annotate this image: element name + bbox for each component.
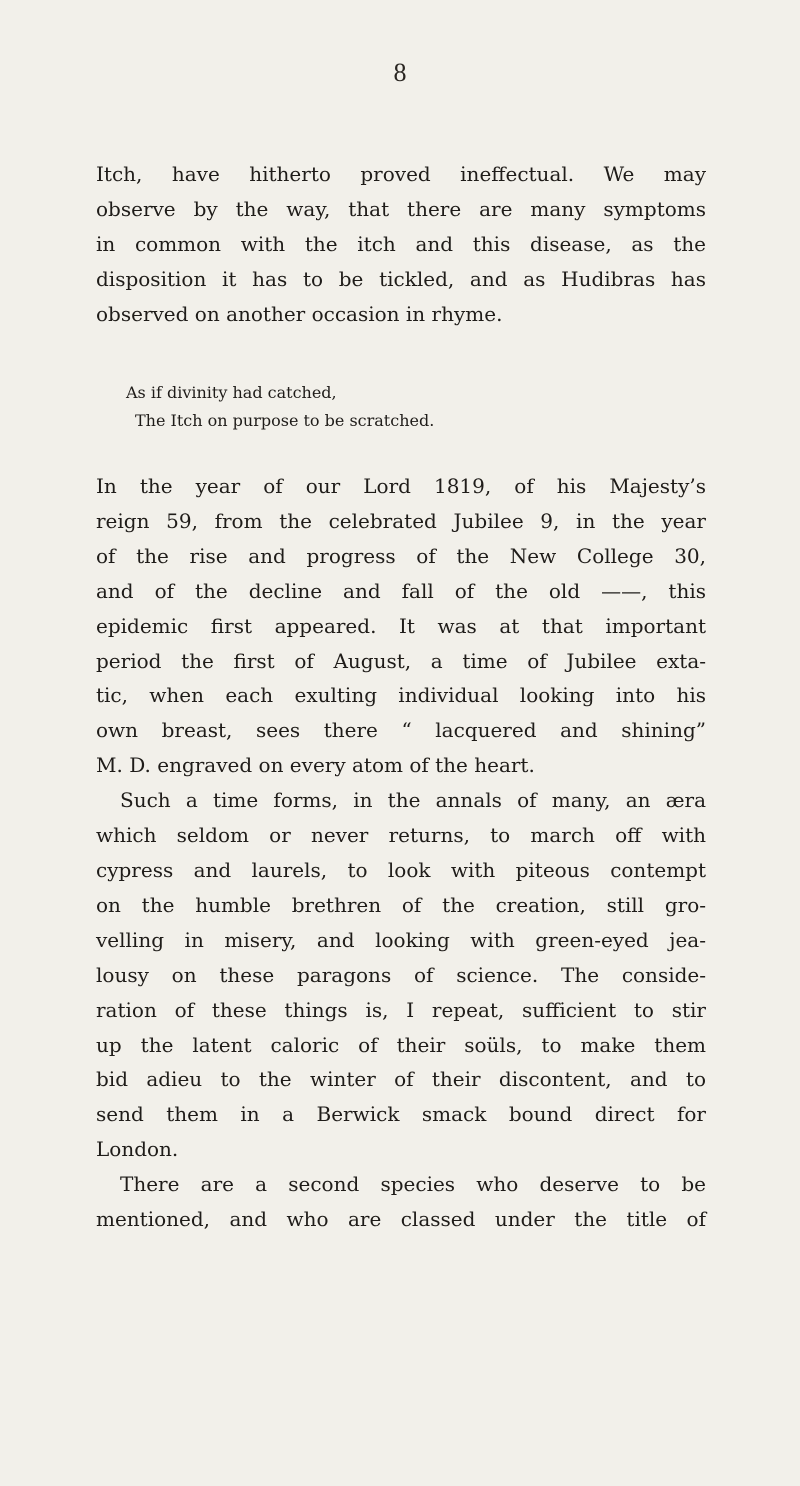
- text-line: lousy on these paragons of science. The conside-: [96, 962, 706, 987]
- page-number: 8: [393, 58, 407, 87]
- text-line: tic, when each exulting individual looking into his: [96, 683, 706, 708]
- text-line: own breast, sees there “ lacquered and shining”: [96, 718, 706, 743]
- text-line: Such a time forms, in the annals of many, an æra: [120, 788, 706, 813]
- text-line: which seldom or never returns, to march off with: [96, 823, 706, 848]
- verse-line: As if divinity had catched,: [126, 383, 337, 402]
- text-line: mentioned, and who are classed under the title of: [96, 1207, 706, 1232]
- text-line: Itch, have hitherto proved ineffectual. We may: [96, 162, 706, 186]
- text-line: In the year of our Lord 1819, of his Majesty’s: [96, 474, 706, 498]
- text-line: M. D. engraved on every atom of the heart.: [96, 753, 535, 778]
- text-line: period the first of August, a time of Jubilee exta-: [96, 648, 706, 673]
- text-line: disposition it has to be tickled, and as Hudibras has: [96, 266, 706, 291]
- text-line: observe by the way, that there are many symptoms: [96, 196, 706, 221]
- text-line: of the rise and progress of the New College 30,: [96, 543, 706, 568]
- paragraph-epidemic: [96, 469, 706, 1237]
- text-line: velling in misery, and looking with green-eyed jea-: [96, 927, 706, 952]
- text-line: on the humble brethren of the creation, still gro-: [96, 892, 706, 917]
- text-line: There are a second species who deserve to be: [120, 1172, 706, 1197]
- text-line: epidemic first appeared. It was at that important: [96, 613, 706, 638]
- hudibras-verse-quote: [126, 379, 686, 435]
- text-line: bid adieu to the winter of their discontent, and to: [96, 1067, 706, 1092]
- text-line: London.: [96, 1137, 179, 1162]
- paragraph-itch: [96, 157, 706, 332]
- text-line: in common with the itch and this disease, as the: [96, 231, 706, 256]
- text-line: ration of these things is, I repeat, sufficient to stir: [96, 997, 706, 1022]
- text-line: and of the decline and fall of the old ——, this: [96, 578, 706, 603]
- text-line: observed on another occasion in rhyme.: [96, 301, 503, 326]
- text-line: up the latent caloric of their soüls, to make them: [96, 1032, 706, 1057]
- verse-line: The Itch on purpose to be scratched.: [135, 411, 435, 430]
- text-line: reign 59, from the celebrated Jubilee 9, in the year: [96, 508, 706, 533]
- text-line: send them in a Berwick smack bound direct for: [96, 1102, 706, 1127]
- text-line: cypress and laurels, to look with piteous contempt: [96, 857, 706, 882]
